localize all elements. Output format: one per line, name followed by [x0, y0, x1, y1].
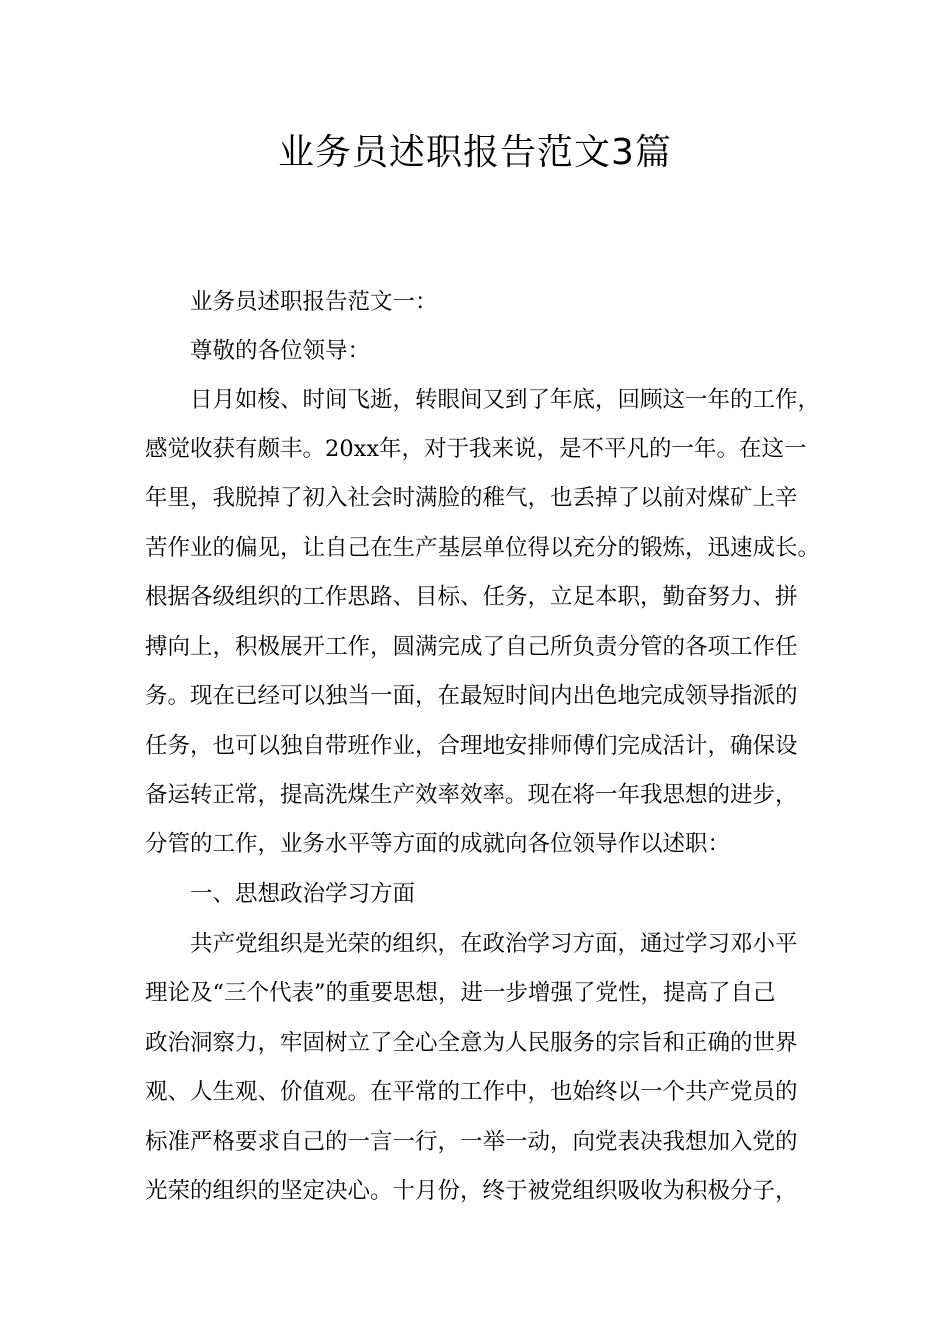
paragraph-line: 政治洞察力，牢固树立了全心全意为人民服务的宗旨和正确的世界: [145, 1030, 798, 1056]
page-title: 业务员述职报告范文3篇: [278, 132, 672, 173]
section-heading: 一、思想政治学习方面: [190, 881, 416, 907]
paragraph-line: 年里，我脱掉了初入社会时满脸的稚气，也丢掉了以前对煤矿上辛: [145, 485, 798, 511]
paragraph-line: 分管的工作，业务水平等方面的成就向各位领导作以述职：: [145, 831, 731, 857]
paragraph-line: 感觉收获有颇丰。20xx年，对于我来说，是不平凡的一年。在这一: [145, 436, 807, 462]
paragraph-line: 共产党组织是光荣的组织，在政治学习方面，通过学习邓小平: [190, 931, 798, 957]
paragraph-line: 日月如梭、时间飞逝，转眼间又到了年底，回顾这一年的工作，: [190, 387, 821, 413]
paragraph-line: 备运转正常，提高洗煤生产效率效率。现在将一年我思想的进步，: [145, 782, 798, 808]
paragraph-line: 理论及“三个代表”的重要思想，进一步增强了党性，提高了自己: [145, 980, 776, 1006]
paragraph-line: 观、人生观、价值观。在平常的工作中，也始终以一个共产党员的: [145, 1079, 798, 1105]
paragraph-line: 搏向上，积极展开工作，圆满完成了自己所负责分管的各项工作任: [145, 634, 798, 660]
section-heading: 业务员述职报告范文一：: [190, 289, 438, 315]
salutation: 尊敬的各位领导：: [190, 338, 371, 364]
paragraph-line: 苦作业的偏见，让自己在生产基层单位得以充分的锻炼，迅速成长。: [145, 535, 821, 561]
paragraph-line: 光荣的组织的坚定决心。十月份，终于被党组织吸收为积极分子，: [145, 1178, 798, 1204]
paragraph-line: 根据各级组织的工作思路、目标、任务，立足本职，勤奋努力、拼: [145, 584, 798, 610]
paragraph-line: 务。现在已经可以独当一面，在最短时间内出色地完成领导指派的: [145, 683, 798, 709]
paragraph-line: 标准严格要求自己的一言一行，一举一动，向党表决我想加入党的: [145, 1129, 798, 1155]
paragraph-line: 任务，也可以独自带班作业，合理地安排师傅们完成活计，确保设: [145, 733, 798, 759]
